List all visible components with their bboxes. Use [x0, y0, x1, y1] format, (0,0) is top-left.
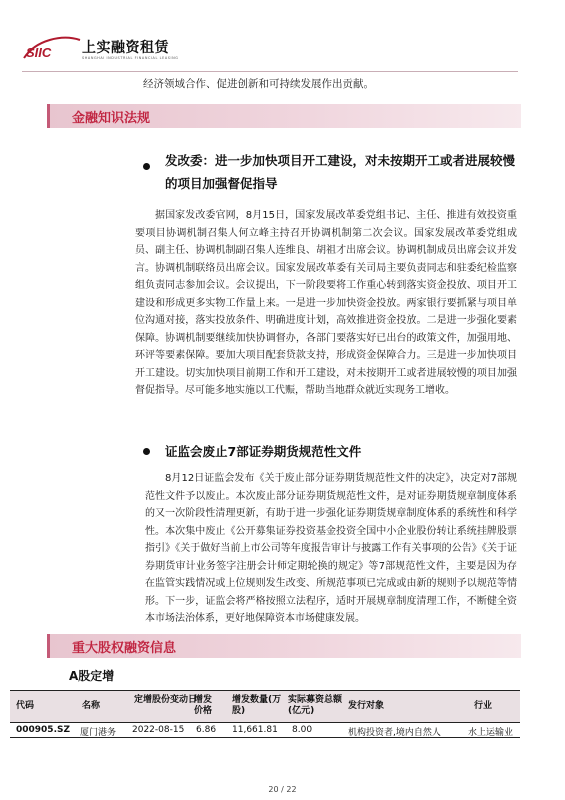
- column-header: 发行对象: [348, 701, 385, 711]
- column-header: 增发数量(万股): [232, 695, 282, 716]
- intro-line: 经济领域合作、促进创新和可持续发展作出贡献。: [143, 78, 374, 90]
- article-title: 发改委：进一步加快项目开工建设，对未按期开工或者进展较慢的项目加强督促指导: [165, 153, 516, 191]
- cell-industry: 水上运输业: [468, 728, 514, 738]
- company-subtitle: SHANGHAI INDUSTRIAL FINANCIAL LEASING: [82, 56, 179, 60]
- column-header: 实际募资总额(亿元): [288, 695, 343, 716]
- cell-price: 6.86: [196, 725, 217, 735]
- header-divider: [22, 71, 518, 72]
- logo-text: SIIC: [26, 45, 52, 60]
- bullet-icon: [143, 448, 150, 455]
- article-body: 据国家发改委官网，8月15日，国家发展改革委党组书记、主任、推进有效投资重要项目协调机制召集人何立峰主持召开协调机制第二次会议。国家发展改革委党组成员、副主任、协调机制副召集人连维良、胡祖才出席会议。协调机制成员出席会议并发言。协调机制联络员出席会议。国家发展改革委有关司局主要负责同志和驻委纪检监察组负责同志参加会议。会议提出，下一阶段要将工作重心转到落实资金投放、项目开工建设和形成更多实物工作量上来。一是进一步加快资金投放。两家银行要抓紧与项目单位沟通对接，落实投放条件、明确进度计划，高效推进资金投放。二是进一步强化要素保障。协调机制要继续加快协调督办，各部门要落实好已出台的政策文件，加强用地、环评等要素保障。要加大项目配套贷款支持，形成资金保障合力。三是进一步加快项目开工建设。切实加快项目前期工作和开工建设，对未按期开工或者进展较慢的项目加强督促指导。尽可能多地实施以工代赈，帮助当地群众就近实现务工增收。: [135, 210, 517, 396]
- article-body: 8月12日证监会发布《关于废止部分证券期货规范性文件的决定》，决定对7部规范性文件予以废止。本次废止部分证券期货规范性文件，是对证券期货规章制度体系的又一次阶段性清理更新，有助于进一步强化证券期货规章制度体系的系统性和科学性。本次集中废止《公开募集证券投资基金投资全国中小企业股份转让系统挂牌股票指引》《关于做好当前上市公司等年度报告审计与披露工作有关事项的公告》《关于证券期货审计业务签字注册会计师定期轮换的规定》等7部规范性文件，主要是因为存在监管实践情况或上位规则发生改变、所规范事项已完成或由新的规则予以规范等情形。下一步，证监会将严格按照立法程序，适时开展规章制度清理工作，不断健全资本市场法治体系，更好地保障资本市场健康发展。: [145, 473, 517, 624]
- section-banner-equity: [47, 634, 521, 658]
- cell-name: 厦门港务: [80, 728, 117, 738]
- cell-date: 2022-08-15: [132, 725, 185, 735]
- article-title: 证监会废止7部证券期货规范性文件: [165, 444, 362, 459]
- cell-target: 机构投资者,境内自然人: [348, 728, 441, 738]
- page-header: [22, 34, 522, 74]
- table-subheading: A股定增: [69, 669, 115, 683]
- section-banner-finance: [47, 104, 521, 128]
- section-title: 重大股权融资信息: [72, 641, 177, 656]
- company-name: 上实融资租赁: [82, 40, 169, 56]
- column-header: 名称: [82, 701, 101, 711]
- table-header-row: [10, 690, 520, 723]
- column-header: 增发价格: [194, 695, 213, 716]
- section-title: 金融知识法规: [72, 111, 151, 126]
- bullet-icon: [143, 163, 150, 170]
- column-header: 定增股份变动日: [134, 695, 198, 705]
- cell-code: 000905.SZ: [16, 725, 70, 735]
- column-header: 代码: [16, 701, 35, 711]
- table-row: [10, 723, 520, 738]
- cell-raised: 8.00: [292, 725, 313, 735]
- column-header: 行业: [474, 701, 493, 711]
- company-logo: [22, 34, 82, 62]
- cell-quantity: 11,661.81: [232, 725, 278, 735]
- page-number: 20 / 22: [268, 785, 297, 794]
